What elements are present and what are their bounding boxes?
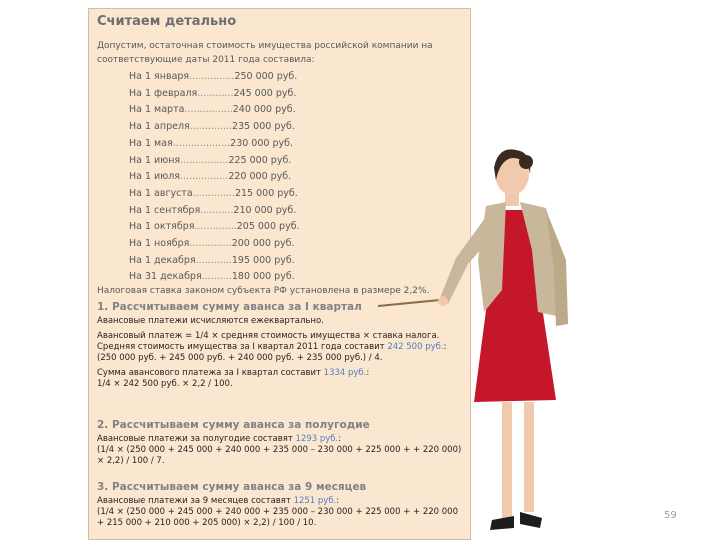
value-row: На 1 мая...................230 000 руб. xyxy=(129,137,293,149)
intro-text: Допустим, остаточная стоимость имущества российской компании на соответствующие даты 2011 года составила: xyxy=(97,41,433,65)
values-list xyxy=(129,69,300,286)
section-q1-line2: Авансовый платеж = 1/4 × средняя стоимость имущества × ставка налога. Средняя стоимость имущества за I квартал 2011 года составит 242 500 руб.: (250 000 руб. + 245 000 руб. + 240 000 руб. + 235 000 руб.) / 4. xyxy=(97,331,447,363)
value-row: На 1 декабря............195 000 руб. xyxy=(129,254,295,266)
left-leg xyxy=(502,402,512,520)
value-row: На 1 марта................240 000 руб. xyxy=(129,104,296,116)
page-number: 59 xyxy=(664,510,677,521)
value-row: На 1 января...............250 000 руб. xyxy=(129,71,298,82)
right-leg xyxy=(524,402,534,512)
panel-title: Считаем детально xyxy=(97,14,237,29)
section-half-line: Авансовые платежи за полугодие составят 1293 руб.: (1/4 × (250 000 + 245 000 + 240 000 + 235 000 – 230 000 + 225 000 + + 220 000) × 2,2) / 100 / 7. xyxy=(97,434,462,466)
pointer-stick xyxy=(378,300,440,306)
value-row: На 1 июля................220 000 руб. xyxy=(129,171,292,183)
q1-sum: 1334 руб. xyxy=(323,368,367,378)
section-q1-line1: Авансовые платежи исчисляются ежеквартально. xyxy=(97,316,324,326)
value-row: На 1 сентября...........210 000 руб. xyxy=(129,204,297,216)
value-row: На 1 ноября..............200 000 руб. xyxy=(129,238,295,250)
section-nine-heading: 3. Рассчитываем сумму аванса за 9 месяцев xyxy=(97,481,367,493)
right-shoe xyxy=(520,512,542,528)
section-half-heading: 2. Рассчитываем сумму аванса за полугодие xyxy=(97,419,370,431)
value-row: На 1 октября..............205 000 руб. xyxy=(129,221,300,233)
value-row: На 1 июня................225 000 руб. xyxy=(129,154,292,166)
presenter-woman-illustration xyxy=(360,140,590,540)
value-row: На 1 апреля..............235 000 руб. xyxy=(129,121,295,133)
avg-value: 242 500 руб. xyxy=(387,342,444,352)
nine-sum: 1251 руб. xyxy=(293,496,337,506)
value-row: На 1 августа..............215 000 руб. xyxy=(129,187,298,199)
half-sum: 1293 руб. xyxy=(295,434,339,444)
section-q1-heading: 1. Рассчитываем сумму аванса за I квартал xyxy=(97,301,362,313)
section-nine-line: Авансовые платежи за 9 месяцев составят 1251 руб.: (1/4 × (250 000 + 245 000 + 240 000 + 235 000 – 230 000 + 225 000 + + 220 000 + 215 000 + 210 000 + 205 000) × 2,2) / 100 / 10. xyxy=(97,496,458,528)
tax-rate-note: Налоговая ставка законом субъекта РФ установлена в размере 2,2%. xyxy=(97,286,430,296)
value-row: На 31 декабря..........180 000 руб. xyxy=(129,271,295,283)
section-q1-line4: Сумма авансового платежа за I квартал составит 1334 руб.: 1/4 × 242 500 руб. × 2,2 / 100. xyxy=(97,368,370,389)
value-row: На 1 февраля............245 000 руб. xyxy=(129,87,297,99)
